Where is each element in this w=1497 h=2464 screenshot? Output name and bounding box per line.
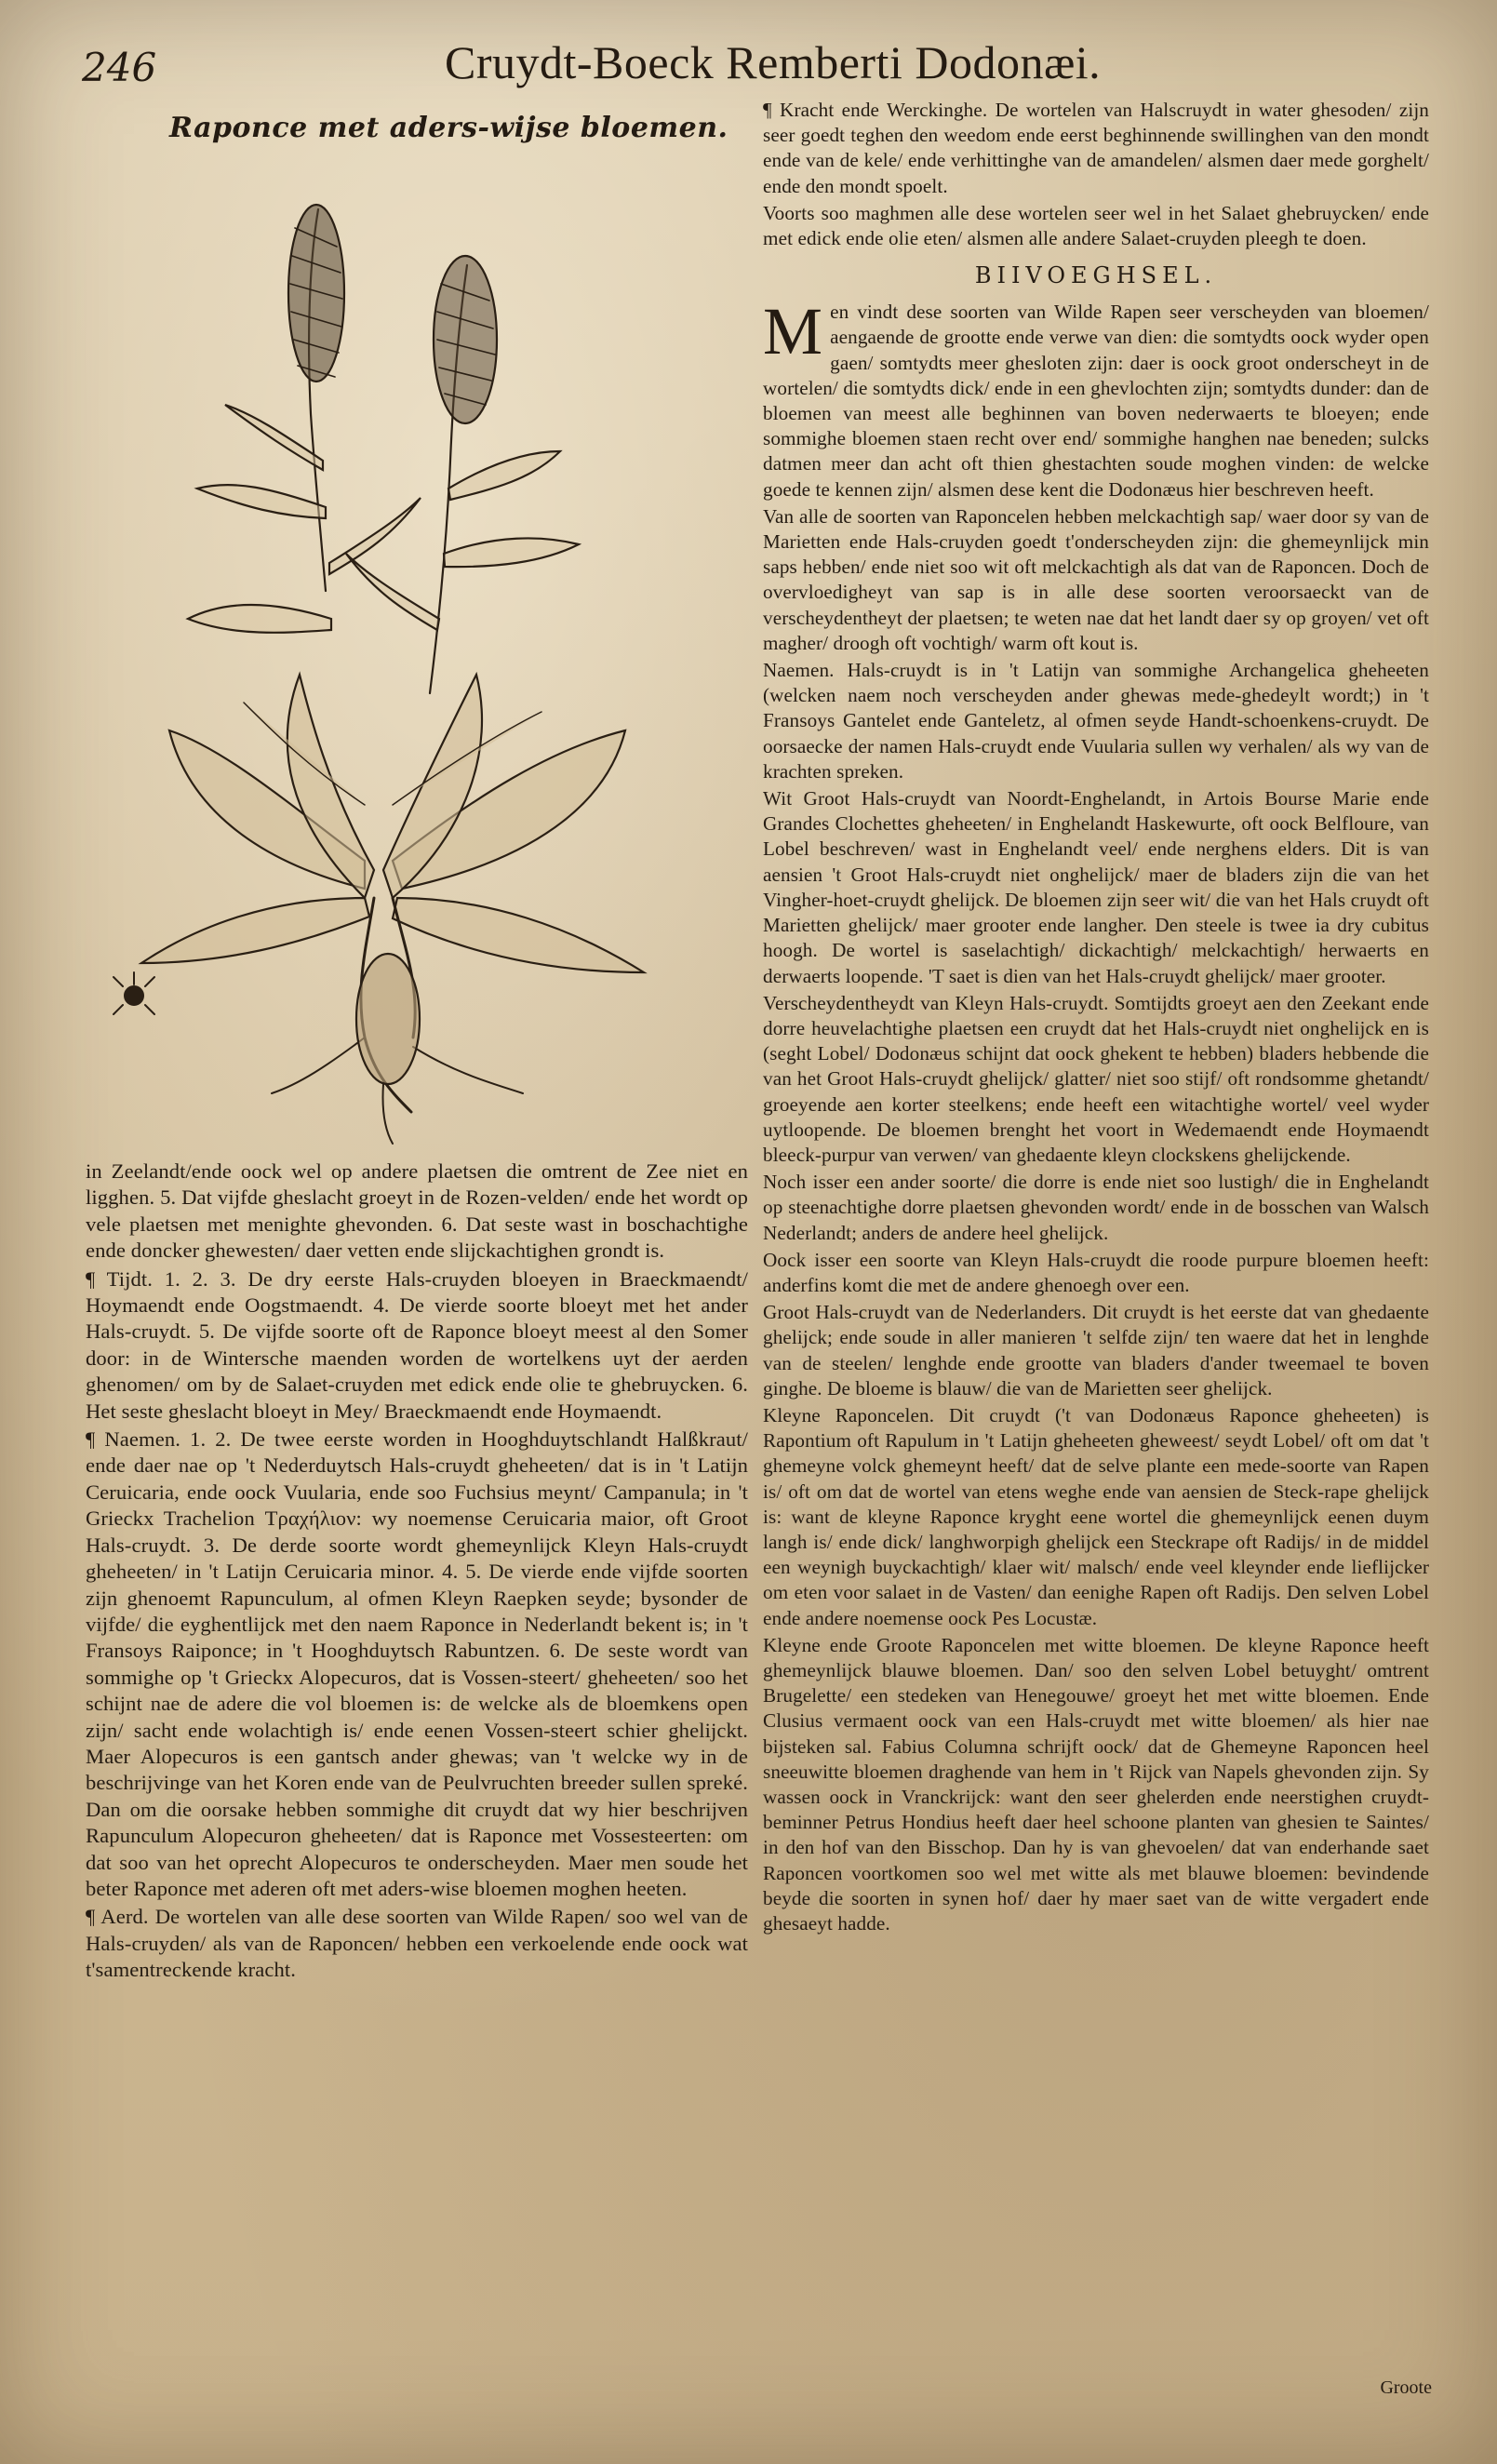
left-paragraph: ¶ Tijdt. 1. 2. 3. De dry eerste Hals-cruyden bloeyen in Braeckmaendt/ Hoymaendt ende Oogstmaendt. 4. De vierde soorte bloeyt met het ander Hals-cruydt. 5. De vijfde soorte oft de Raponce bloeyt meest al den Somer door: in de Wintersche maenden worden de wortelkens uyt der aerden ghenomen/ om by de Salaet-cruyden met edick ende olie te ghebruycken. 6. Het seste gheslacht bloeyt in Mey/ Braeckmaendt ende Hoymaendt. (86, 1266, 748, 1423)
right-paragraph: Verscheydentheydt van Kleyn Hals-cruydt. Somtijdts groeyt aen den Zeekant ende dorre heuvelachtighe plaetsen een cruydt dat het Hals-cruydt niet onghelijck en is (seght Lobel/ Dodonæus schijnt dat oock ghekent te hebben) bladers hebbende die van het Groot Hals-cruydt ghelijck/ glatter/ niet soo stijf/ oft rondsomme ghetandt/ groeyende aen korter steelkens; ende heeft een witachtighe wortel/ veel wyder uytloopende. De bloemen brenght het voort in Wedemaendt ende Hoymaendt bleeck-purpur van verwen/ van ghedaente kleyn clockskens ghelijckende. (763, 991, 1429, 1166)
right-paragraph: en vindt dese soorten van Wilde Rapen seer verscheyden van bloemen/ aengaende de grootte ende verwe van dien: die somtydts oock wyder open gaen/ somtydts meer ghesloten zijn: daer is oock groot onderscheyt in de wortelen/ die somtydts dick/ ende in een ghevlochten zijn; somtydts dunder: dan de bloemen van meest alle beghinnen van boven nederwaerts te bloeyen; ende sommighe bloemen staen recht over end/ sommighe hanghen nae beneden; sulcks datmen meer dan acht oft thien ghestachten soude moghen vinden: de welcke goede te kennen zijn/ alsmen dese kent die Dodonæus hier beschreven heeft. (763, 301, 1429, 501)
stem-leaves-left (188, 405, 421, 633)
insect-mark (114, 972, 154, 1014)
right-section-block (763, 294, 1429, 1936)
right-intro-block (763, 98, 1429, 251)
left-paragraph: ¶ Naemen. 1. 2. De twee eerste worden in Hooghduytschlandt Halßkraut/ ende daer nae op 't Nederduytsch Hals-cruydt gheheeten/ dat is in 't Latijn Ceruicaria, ende oock Vuularia, ende soo Fuchsius meynt/ Campanula; in 't Grieckx Trachelion Τραχήλιον: wy noemense Ceruicaria maior, oft Groot Hals-cruydt. 3. De derde soorte wordt ghemeynlijck Kleyn Hals-cruydt gheheeten/ in 't Latijn Ceruicaria minor. 4. 5. De vierde ende vijfde soorten zijn ghenoemt Rapunculum, al ofmen Kleyn Raepken seyde; bysonder de vijfde/ die eyghentlijck met den naem Raponce in Nederlandt bekent is; in 't Fransoys Raiponce; in 't Hooghduytsch Rabuntzen. 6. De seste wordt van sommighe op 't Grieckx Alopecuros, dat is Vossen-steert/ gheheeten/ soo het schijnt nae de adere die vol bloemen is: de welcke als de bloemkens open zijn/ sacht ende wolachtigh is/ ende eenen Vossen-steert schier ghelijckt. Maer Alopecuros is een gantsch ander ghewas; van 't welcke wy in de beschrijvinge van het Koren ende van de Peulvruchten breeder sullen spreké. Dan om die oorsake hebben sommighe dit cruydt dat wy hier beschrijven Rapunculum Alopecuron gheheeten/ dat is Raponce met Vossesteerten: om dat soo van het oprecht Alopecuros te onderscheyden. Maer men soude het beter Raponce met aderen oft met aders-wise bloemen moghen heeten. (86, 1427, 748, 1900)
right-paragraph: Wit Groot Hals-cruydt van Noordt-Enghelandt, in Artois Bourse Marie ende Grandes Clochettes gheheeten/ in Enghelandt Haskewurte, oft oock Belfloure, van Lobel beschreven/ wast in Enghelandt veel/ ende nerghens elders. Dit is van aensien 't Groot Hals-cruydt niet onghelijck/ maer de bladers zijn die van het Vingher-hoet-cruydt ghelijck. De bloemen zijn seer wit/ die van het Hals cruydt oft Marietten ghelijck/ maer grooter ende langher. Den steele is twee ia dry cubitus hoogh. De wortel is saselachtigh/ dickachtigh/ melckachtigh/ herwaerts en derwaerts loopende. 'T saet is dien van het Hals-cruydt ghelijck/ maer grooter. (763, 787, 1429, 987)
right-paragraph: Voorts soo maghmen alle dese wortelen seer wel in het Salaet ghebruycken/ ende met edick ende olie eten/ alsmen alle andere Salaet-cruyden pleegh te doen. (763, 201, 1429, 250)
right-paragraph: Van alle de soorten van Raponcelen hebben melckachtigh sap/ waer door sy van de Marietten ende Hals-cruyden goedt t'onderscheyden zijn: die ghemeynlijck min saps hebben/ ende niet soo wit oft melckachtigh als dat van de Raponcen. Doch de overvloedigheyt van sap is in alle dese soorten veroorsaeckt van de verscheydentheyt der plaetsen; te weten nae dat het landt daer sy op groyen/ vet oft magher/ droogh oft vochtigh/ warm oft kout is. (763, 504, 1429, 654)
right-paragraph: Naemen. Hals-cruydt is in 't Latijn van sommighe Archangelica gheheeten (welcken naem noch verscheyden ander ghewas mede-ghedeylt wordt;) in 't Fransoys Gantelet ende Ganteletz, al ofmen seyde Handt-schoenkens-cruydt. De oorsaecke der namen Hals-cruydt ende Vuularia sullen wy verhalen/ als wy van de krachten spreken. (763, 659, 1429, 783)
basal-leaves (141, 675, 644, 972)
left-paragraph: ¶ Aerd. De wortelen van alle dese soorten van Wilde Rapen/ soo wel van de Hals-cruyden/ als van de Raponcen/ hebben een verkoelende ende oock wat t'samentreckende kracht. (86, 1905, 748, 1982)
right-paragraph: Kleyne ende Groote Raponcelen met witte bloemen. De kleyne Raponce heeft ghemeynlijck blauwe bloemen. Dan/ soo den selven Lobel betuyght/ omtrent Brugelette/ een stedeken van Henegouwe/ groeyt het met witte bloemen. Ende Clusius vermaent oock van een Hals-cruydt met witte bloemen/ als hier nae bijsteken sal. Fabius Columna schrijft oock/ dat de Ghemeyne Raponcen heel sneeuwitte bloemen draghende van hem in 't Rijck van Napels ghevonden zijn. Sy wassen oock in Vranckrijck: want den seer ghelerden ende neerstighen cruydt-beminner Petrus Hondius heeft daer heel schoone planten van ghesien te Saintes/ in den hof van den Bisschop. Dan hy is van ghevoelen/ dat van enderhande saet Raponcen voortkomen soo wel met witte als met blauwe bloemen: bevindende beyde die soorten in synen hof/ daer hy maer saet van de witte vergadert ende ghesaeyt hadde. (763, 1633, 1429, 1935)
plant-woodcut-svg (86, 154, 748, 1149)
flower-spike-left (288, 205, 344, 591)
running-title: Cruydt-Boeck Remberti Dodonæi. (445, 36, 1102, 88)
right-paragraph: Noch isser een ander soorte/ die dorre is ende niet soo lustigh/ die in Enghelandt op steenachtighe dorre plaetsen ghevonden wordt/ ende in de bosschen van Walsch Nederlandt; anders de andere heel ghelijck. (763, 1171, 1429, 1244)
left-paragraph: in Zeelandt/ende oock wel op andere plaetsen die omtrent de Zee niet en ligghen. 5. Dat vijfde gheslacht groeyt in de Rozen-velden/ ende het wordt op vele plaetsen met menighte ghevonden. 6. Dat seste wast in boschachtighe ende doncker ghewesten/ daer vetten ende slijckachtighen grondt is. (86, 1159, 748, 1263)
catchword: Groote (1380, 2377, 1432, 2398)
illustration-title: Raponce met aders-wijse bloemen. (169, 112, 728, 144)
right-paragraph: Oock isser een soorte van Kleyn Hals-cruydt die roode purpure bloemen heeft: anderfins komt die met de andere ghenoegh over een. (763, 1248, 1429, 1296)
right-paragraph: ¶ Kracht ende Werckinghe. De wortelen van Halscruydt in water ghesoden/ zijn seer goedt teghen den weedom ende eerst beghinnende swillinghen van den mondt ende van de kele/ ende verhittinghe van de amandelen/ alsmen daer mede gorghelt/ ende den mondt spoelt. (763, 99, 1429, 197)
right-column (763, 98, 1429, 2350)
plant-woodcut-illustration (86, 154, 748, 1149)
page-number: 246 (82, 45, 157, 90)
drop-cap: M (763, 294, 823, 369)
right-paragraph: Kleyne Raponcelen. Dit cruydt ('t van Dodonæus Raponce gheheeten) is Rapontium oft Rapulum in 't Latijn gheheeten gheweest/ seydt Lobel/ oft om dat 't ghemeyne volck ghemeynt heeft/ dat de selve plante een mede-soorte van Rapen is/ oft om dat de wortel van etens weghe ende van aensien de Steck-rape ghelijck is: want de kleyne Raponce kryght eene wortel die ghemeynlijck eenen duym langh is/ ende dick/ langhworpigh ghelijck een Steckrape oft Radijs/ in de middel een weynigh buyckachtigh/ klaer wit/ malsch/ ende veel kleynder ende lieflijcker om eten voor salaet in de Vasten/ dan eenighe Rapen oft Radijs. Den selven Lobel ende andere noemense oock Pes Locustæ. (763, 1403, 1429, 1629)
right-paragraph: Groot Hals-cruydt van de Nederlanders. Dit cruydt is het eerste dat van ghedaente ghelijck; ende soude in aller manieren 't selfde zijn/ ten waere dat het in lenghde van de steelen/ lenghde ende grootte van bladers d'ander tweemael te boven ginghe. De bloeme is blauw/ die van de Marietten seer ghelijck. (763, 1301, 1429, 1399)
page-header (82, 35, 1440, 100)
section-heading: BIIVOEGHSEL. (974, 262, 1218, 289)
left-column (86, 112, 748, 2345)
left-text-block (86, 1158, 748, 1984)
